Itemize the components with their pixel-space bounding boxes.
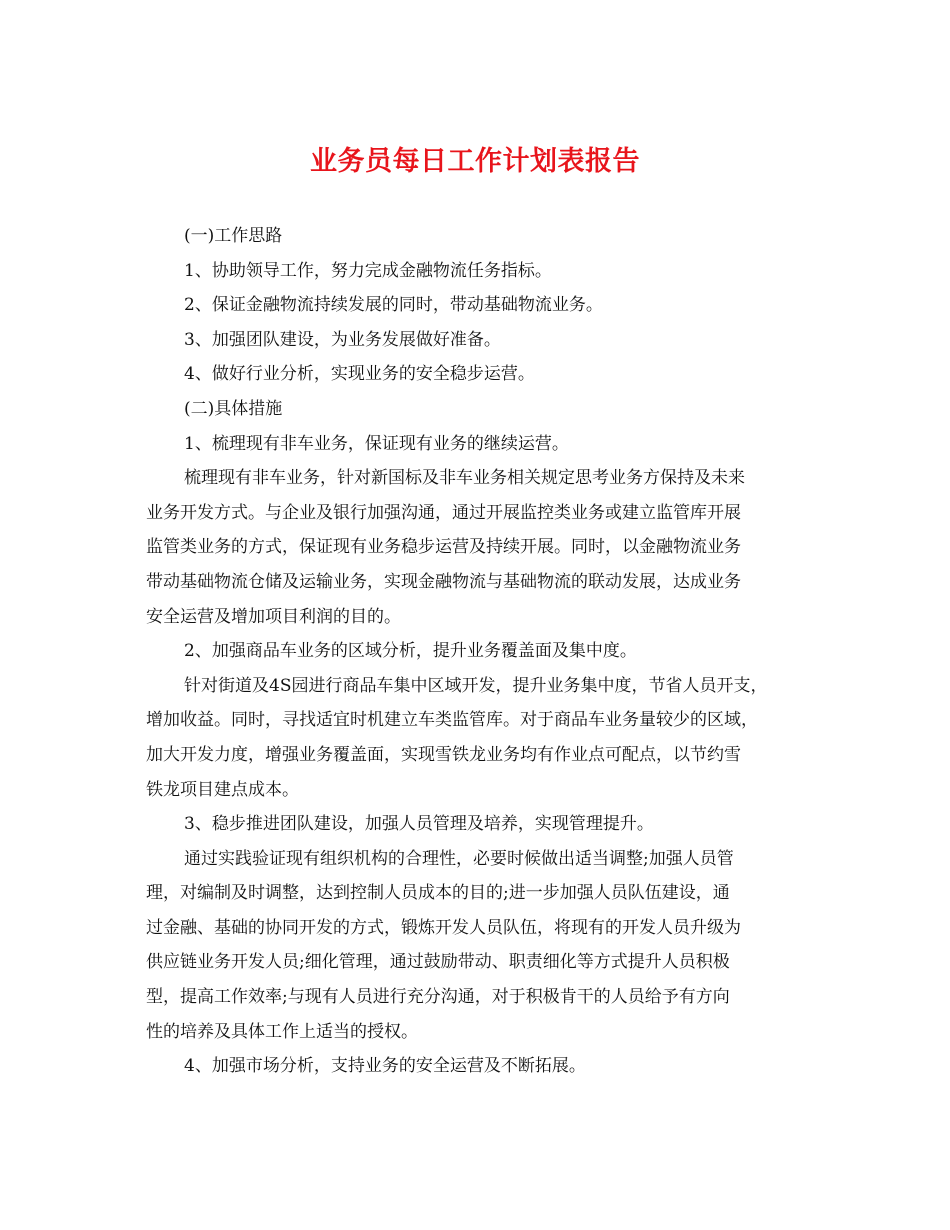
paragraph-line: 1、梳理现有非车业务，保证现有业务的继续运营。: [184, 433, 569, 454]
paragraph-line: 2、加强商品车业务的区域分析，提升业务覆盖面及集中度。: [184, 641, 637, 662]
page-title: 业务员每日工作计划表报告: [310, 146, 640, 177]
paragraph-line: 带动基础物流仓储及运输业务，实现金融物流与基础物流的联动发展，达成业务: [146, 571, 741, 592]
paragraph-line: 3、加强团队建设，为业务发展做好准备。: [184, 329, 501, 350]
paragraph-line: 通过实践验证现有组织机构的合理性，必要时候做出适当调整;加强人员管: [184, 848, 734, 869]
paragraph-line: 监管类业务的方式，保证现有业务稳步运营及持续开展。同时，以金融物流业务: [146, 537, 741, 558]
paragraph-line: (一)工作思路: [184, 226, 283, 246]
paragraph-line: 3、稳步推进团队建设，加强人员管理及培养，实现管理提升。: [184, 814, 654, 835]
paragraph-line: 2、保证金融物流持续发展的同时，带动基础物流业务。: [184, 295, 603, 316]
document-body: [146, 219, 818, 1084]
paragraph-line: 性的培养及具体工作上适当的授权。: [146, 1021, 418, 1042]
paragraph-line: (二)具体措施: [184, 398, 283, 419]
paragraph-line: 加大开发力度，增强业务覆盖面，实现雪铁龙业务均有作业点可配点，以节约雪: [146, 744, 741, 765]
paragraph-line: 1、协助领导工作，努力完成金融物流任务指标。: [184, 260, 552, 281]
paragraph-line: 铁龙项目建点成本。: [146, 779, 299, 800]
paragraph-line: 过金融、基础的协同开发的方式，锻炼开发人员队伍，将现有的开发人员升级为: [146, 917, 741, 938]
paragraph-line: 4、加强市场分析，支持业务的安全运营及不断拓展。: [184, 1056, 586, 1077]
paragraph-line: 理，对编制及时调整，达到控制人员成本的目的;进一步加强人员队伍建设，通: [146, 883, 730, 904]
paragraph-line: 安全运营及增加项目利润的目的。: [146, 606, 401, 627]
paragraph-line: 业务开发方式。与企业及银行加强沟通，通过开展监控类业务或建立监管库开展: [146, 502, 741, 523]
paragraph-line: 梳理现有非车业务，针对新国标及非车业务相关规定思考业务方保持及未来: [184, 468, 745, 489]
paragraph-line: 供应链业务开发人员;细化管理，通过鼓励带动、职责细化等方式提升人员积极: [146, 952, 730, 973]
paragraph-line: 增加收益。同时，寻找适宜时机建立车类监管库。对于商品车业务量较少的区域，: [146, 710, 758, 731]
paragraph-line: 型，提高工作效率;与现有人员进行充分沟通，对于积极肯干的人员给予有方向: [146, 987, 730, 1008]
paragraph-line: 针对街道及4S园进行商品车集中区域开发，提升业务集中度，节省人员开支，: [184, 675, 768, 696]
paragraph-line: 4、做好行业分析，实现业务的安全稳步运营。: [184, 364, 535, 385]
